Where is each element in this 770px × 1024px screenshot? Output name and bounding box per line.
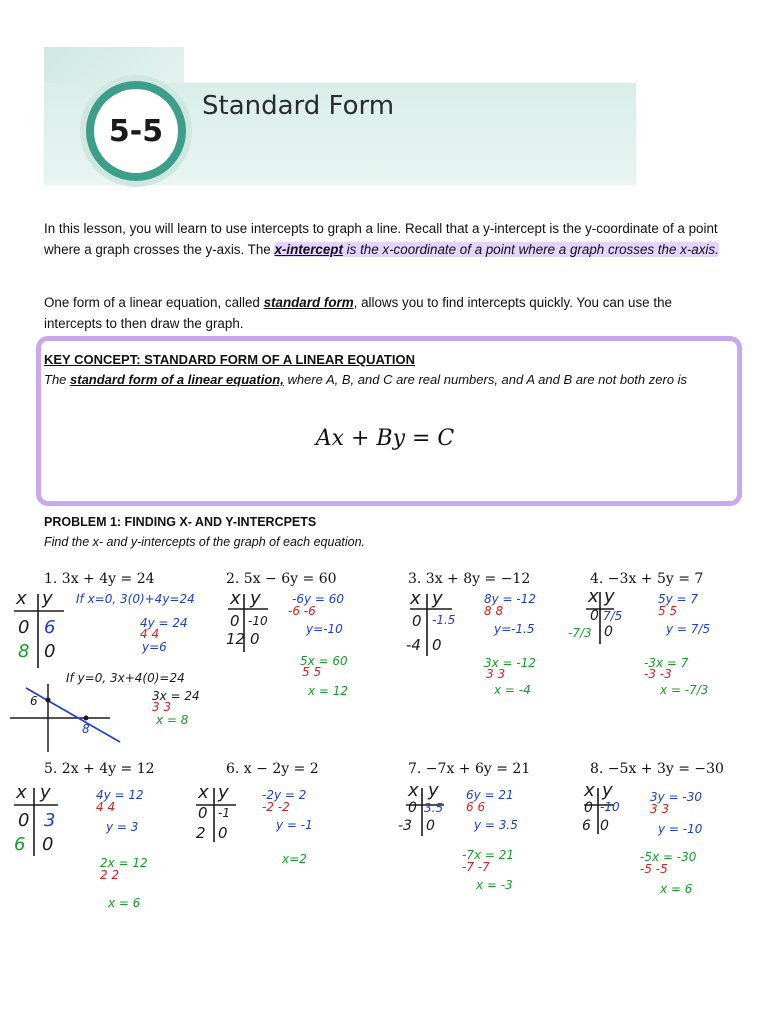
p1-table-x: x [16, 588, 27, 609]
p1-line1: If x=0, 3(0)+4y=24 [76, 592, 195, 606]
p5-eq-b: 2x = 12 [100, 856, 148, 870]
problem-instructions: Find the x- and y-intercepts of the graph of each equation. [44, 535, 366, 549]
p8-div-b: -5 -5 [640, 862, 668, 876]
problem-7-label: 7. −7x + 6y = 21 [408, 761, 531, 777]
def-rest: where A, B, and C are real numbers, and A and B are not both zero is [283, 372, 688, 387]
p4-r2y: 0 [604, 624, 613, 640]
p2-r2y: 0 [250, 630, 260, 648]
p4-div-a: 5 5 [658, 604, 678, 618]
standard-text-1: One form of a linear equation, called [44, 295, 264, 310]
p4-table-x: x [588, 586, 599, 607]
problem-8-label: 8. −5x + 3y = −30 [590, 761, 724, 777]
p7-table-x: x [408, 780, 419, 801]
p8-res-a: y = -10 [658, 822, 703, 836]
p1-res-a: y=6 [142, 640, 167, 654]
p7-r2y: 0 [426, 818, 435, 834]
p1-r1x: 0 [18, 617, 30, 638]
p6-eq-a: -2y = 2 [262, 788, 307, 802]
p1-res-b: x = 8 [156, 713, 189, 727]
p3-table-y: y [432, 588, 443, 609]
p7-eq-a: 6y = 21 [466, 788, 514, 802]
p1-eq-b: 3x = 24 [152, 689, 200, 703]
p2-eq-b: 5x = 60 [300, 654, 348, 668]
p2-r2x: 12 [226, 630, 246, 648]
p6-res-a: y = -1 [276, 818, 313, 832]
p3-div-a: 8 8 [484, 604, 504, 618]
p7-r2x: -3 [398, 818, 412, 834]
p1-r1y: 6 [44, 617, 56, 638]
p6-res-b: x=2 [282, 852, 307, 866]
p2-r1y: -10 [248, 614, 268, 628]
p6-r2x: 2 [196, 824, 206, 842]
p2-eq-a: -6y = 60 [292, 592, 345, 606]
p5-res-b: x = 6 [108, 896, 141, 910]
p5-r2x: 6 [14, 834, 26, 855]
p1-line2: If y=0, 3x+4(0)=24 [66, 671, 185, 685]
p8-res-b: x = 6 [660, 882, 693, 896]
p4-res-a: y = 7/5 [666, 622, 711, 636]
problem-5-label: 5. 2x + 4y = 12 [44, 761, 155, 777]
p3-r2y: 0 [432, 636, 442, 654]
p8-table-y: y [602, 780, 613, 801]
p2-r1x: 0 [230, 612, 240, 630]
p7-eq-b: -7x = 21 [462, 848, 515, 862]
p3-table-x: x [410, 588, 421, 609]
problem-6-label: 6. x − 2y = 2 [226, 761, 319, 777]
p2-table-x: x [230, 588, 241, 609]
p1-graph-x-label: 8 [82, 722, 90, 736]
p6-table-x: x [198, 782, 209, 803]
p3-r1y: -1.5 [432, 613, 456, 627]
p8-eq-b: -5x = -30 [640, 850, 697, 864]
p3-res-a: y=-1.5 [494, 622, 535, 636]
p8-eq-a: 3y = -30 [650, 790, 703, 804]
p8-table-x: x [584, 780, 595, 801]
p7-div-a: 6 6 [466, 800, 486, 814]
p5-r1x: 0 [18, 810, 30, 831]
key-concept-heading: KEY CONCEPT: STANDARD FORM OF A LINEAR EQUATION [44, 352, 415, 367]
p1-table-y: y [42, 588, 53, 609]
p2-res-a: y=-10 [306, 622, 343, 636]
p5-r1y: 3 [44, 810, 56, 831]
p3-div-b: 3 3 [486, 667, 506, 681]
p4-r1y: 7/5 [603, 609, 623, 623]
p7-r1x: 0 [408, 800, 417, 816]
p5-div-b: 2 2 [100, 868, 120, 882]
p8-r1x: 0 [584, 800, 593, 816]
p2-table-y: y [250, 588, 261, 609]
p1-div-a: 4 4 [140, 627, 160, 641]
intro-text-2: is the x-coordinate of a point where a graph crosses the x-axis. [342, 242, 719, 257]
problem-1-label: 1. 3x + 4y = 24 [44, 571, 155, 587]
p8-r2x: 6 [582, 818, 591, 834]
standard-form-equation: Ax + By = C [315, 426, 455, 451]
p6-r2y: 0 [218, 824, 228, 842]
p7-div-b: -7 -7 [462, 860, 490, 874]
p5-r2y: 0 [42, 834, 54, 855]
p3-eq-a: 8y = -12 [484, 592, 537, 606]
p2-div-a: -6 -6 [288, 604, 316, 618]
p1-div-b: 3 3 [152, 700, 172, 714]
p5-res-a: y = 3 [106, 820, 139, 834]
p1-r2y: 0 [44, 641, 56, 662]
p5-eq-a: 4y = 12 [96, 788, 144, 802]
p1-graph-y-label: 6 [30, 694, 38, 708]
p3-r1x: 0 [412, 612, 422, 630]
p5-div-a: 4 4 [96, 800, 116, 814]
p7-table-y: y [428, 780, 439, 801]
def-term: standard form of a linear equation, [70, 372, 284, 387]
p8-r1y: -10 [600, 800, 620, 814]
p4-r1x: 0 [590, 608, 599, 624]
p4-res-b: x = -7/3 [660, 683, 709, 697]
p3-eq-b: 3x = -12 [484, 656, 537, 670]
lesson-title: Standard Form [202, 91, 395, 121]
p8-r2y: 0 [600, 818, 609, 834]
p6-r1x: 0 [198, 804, 208, 822]
p4-eq-a: 5y = 7 [658, 592, 699, 606]
x-intercept-term: x-intercept [274, 242, 343, 257]
problem-heading: PROBLEM 1: FINDING X- AND Y-INTERCPETS [44, 515, 317, 529]
problem-4-label: 4. −3x + 5y = 7 [590, 571, 704, 587]
p1-r2x: 8 [18, 641, 30, 662]
p2-res-b: x = 12 [308, 684, 349, 698]
lesson-number: 5-5 [94, 89, 178, 173]
p3-res-b: x = -4 [494, 683, 531, 697]
p4-div-b: -3 -3 [644, 667, 672, 681]
p5-table-y: y [40, 782, 51, 803]
p4-r2x: -7/3 [568, 626, 592, 640]
p5-table-x: x [16, 782, 27, 803]
problem-2-label: 2. 5x − 6y = 60 [226, 571, 337, 587]
p4-table-y: y [604, 586, 615, 607]
p4-eq-b: -3x = 7 [644, 656, 689, 670]
intercept-graph [10, 684, 120, 752]
standard-text-2: , allows you to find intercepts quickly. You can use the intercepts to then draw the graph. [44, 295, 672, 331]
p3-r2x: -4 [406, 636, 421, 654]
p8-div-a: 3 3 [650, 802, 670, 816]
def-prefix: The [44, 372, 71, 387]
p7-res-a: y = 3.5 [474, 818, 518, 832]
p1-eq-a: 4y = 24 [140, 616, 188, 630]
p7-r1y: 3.5 [424, 801, 444, 815]
p7-res-b: x = -3 [476, 878, 513, 892]
problem-3-label: 3. 3x + 8y = −12 [408, 571, 531, 587]
intro-text-1: In this lesson, you will learn to use intercepts to graph a line. Recall that a y-intercept is the y-coordinate of a point where a graph crosses the y-axis. The [44, 221, 718, 257]
p6-table-y: y [218, 782, 229, 803]
p6-r1y: -1 [218, 806, 230, 820]
p2-div-b: 5 5 [302, 665, 322, 679]
standard-form-term: standard form [263, 295, 354, 310]
p6-div-a: -2 -2 [262, 800, 290, 814]
